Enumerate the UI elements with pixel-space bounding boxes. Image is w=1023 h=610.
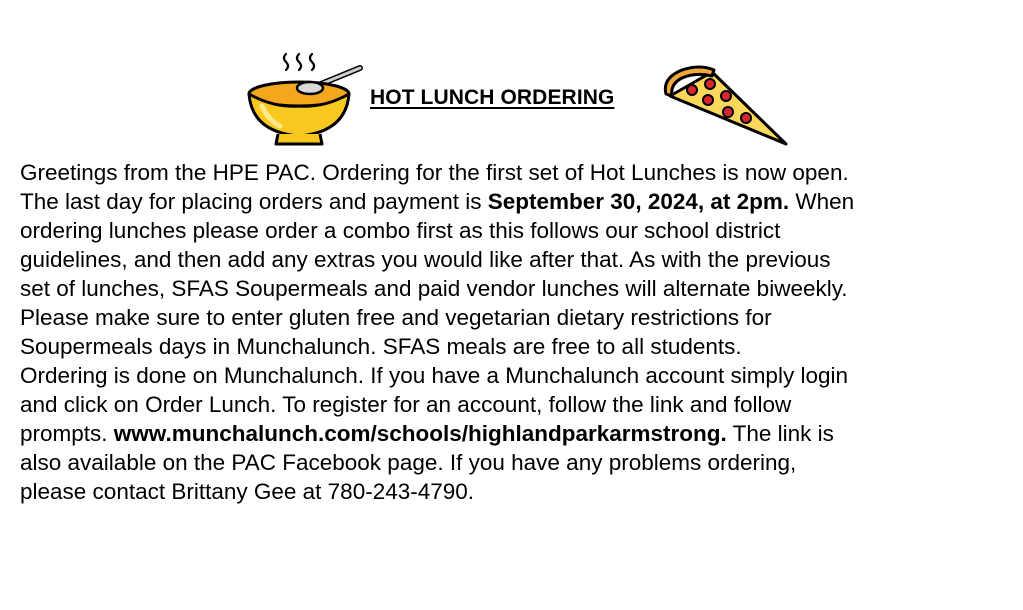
- body-line: guidelines, and then add any extras you would like after that. As with the previous: [20, 247, 831, 272]
- body-text-segment: The last day for placing orders and payment is: [20, 189, 488, 214]
- soup-bowl-icon: [244, 50, 368, 150]
- body-line: Ordering is done on Munchalunch. If you have a Munchalunch account simply login: [20, 363, 848, 388]
- body-line: set of lunches, SFAS Soupermeals and paid vendor lunches will alternate biweekly.: [20, 276, 848, 301]
- body-line: Greetings from the HPE PAC. Ordering for the first set of Hot Lunches is now open.: [20, 160, 849, 185]
- body-line: also available on the PAC Facebook page. If you have any problems ordering,: [20, 450, 797, 475]
- deadline-date: September 30, 2024, at 2pm.: [487, 189, 790, 214]
- page-title: HOT LUNCH ORDERING: [370, 86, 615, 109]
- body-line: Please make sure to enter gluten free and vegetarian dietary restrictions for: [20, 305, 772, 330]
- body-text-segment: The link is: [726, 421, 834, 446]
- body-line: and click on Order Lunch. To register for an account, follow the link and follow: [20, 392, 792, 417]
- body-line: ordering lunches please order a combo first as this follows our school district: [20, 218, 781, 243]
- munchalunch-link[interactable]: www.munchalunch.com/schools/highlandparkarmstrong.: [113, 421, 727, 446]
- body-text-segment: prompts.: [20, 421, 114, 446]
- pizza-slice-icon: [660, 64, 790, 148]
- announcement-body: [20, 158, 1010, 506]
- body-text-segment: When: [789, 189, 855, 214]
- body-line: [20, 419, 1010, 448]
- body-line: [20, 187, 1010, 216]
- body-line: please contact Brittany Gee at 780-243-4790.: [20, 479, 475, 504]
- header: [0, 40, 1023, 150]
- body-line: Soupermeals days in Munchalunch. SFAS meals are free to all students.: [20, 334, 742, 359]
